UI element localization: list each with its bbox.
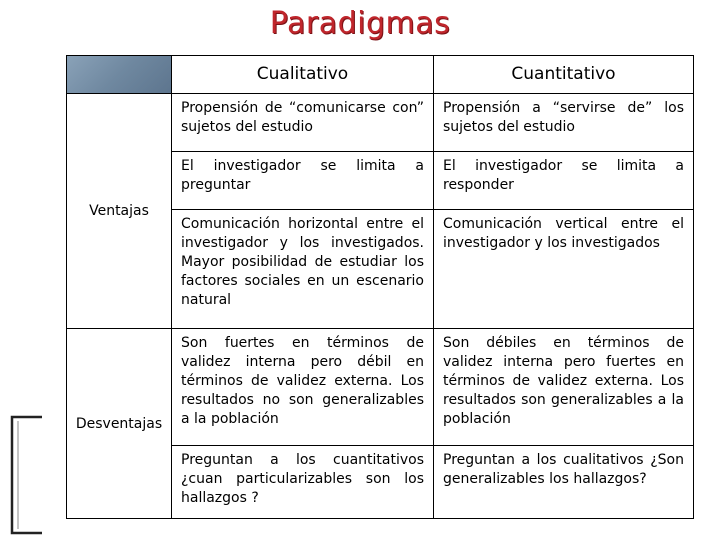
table-cell: El investigador se limita a responder xyxy=(434,152,693,210)
table-cell: Propensión de “comunicarse con” sujetos del estudio xyxy=(172,94,434,152)
table-cell: Comunicación vertical entre el investigador y los investigados xyxy=(434,210,693,329)
decorative-bracket xyxy=(4,415,44,535)
page-title: Paradigmas xyxy=(269,6,451,41)
table-cell: Propensión a “servirse de” los sujetos del estudio xyxy=(434,94,693,152)
table-cell: Comunicación horizontal entre el investigador y los investigados. Mayor posibilidad de estudiar los factores sociales en un escenario natural xyxy=(172,210,434,329)
table-cell: Son fuertes en términos de validez interna pero débil en términos de validez externa. Los resultados no son generalizables a la población xyxy=(172,329,434,446)
paradigms-table xyxy=(66,55,694,519)
table-cell: Preguntan a los cualitativos ¿Son generalizables los hallazgos? xyxy=(443,452,684,487)
table-cell: El investigador se limita a preguntar xyxy=(172,152,434,210)
table-cell: Son débiles en términos de validez interna pero fuertes en términos de validez externa. Los resultados son generalizables a la población xyxy=(434,329,693,446)
column-header-cuantitativo: Cuantitativo xyxy=(434,56,693,94)
header-corner-cell xyxy=(67,56,172,94)
table-cell: Preguntan a los cuantitativos ¿cuan particularizables son los hallazgos ? xyxy=(172,446,434,519)
row-label-ventajas: Ventajas xyxy=(67,94,172,329)
column-header-cualitativo: Cualitativo xyxy=(172,56,434,94)
row-label-desventajas: Desventajas xyxy=(67,329,172,519)
